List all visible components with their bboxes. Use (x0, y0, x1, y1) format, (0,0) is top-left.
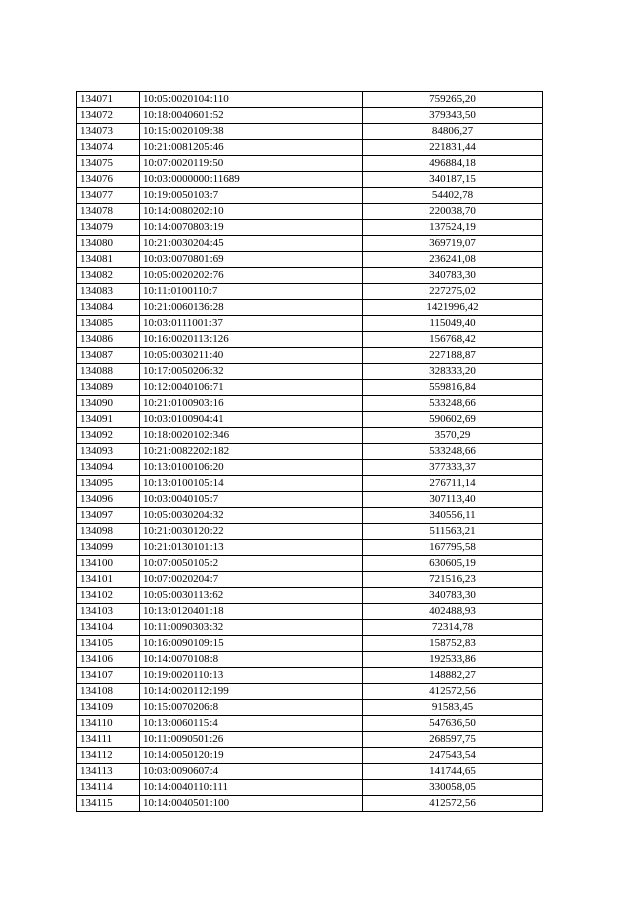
cadastral-code-cell: 10:07:0050105:2 (140, 556, 363, 572)
table-row (77, 748, 543, 764)
table-row (77, 92, 543, 108)
cadastral-code-cell: 10:15:0020109:38 (140, 124, 363, 140)
amount-cell: 137524,19 (363, 220, 543, 236)
cadastral-code-cell: 10:15:0070206:8 (140, 700, 363, 716)
record-id-cell: 134074 (77, 140, 140, 156)
cadastral-code-cell: 10:21:0060136:28 (140, 300, 363, 316)
record-id-cell: 134099 (77, 540, 140, 556)
table-row (77, 156, 543, 172)
record-id-cell: 134109 (77, 700, 140, 716)
amount-cell: 148882,27 (363, 668, 543, 684)
cadastral-code-cell: 10:12:0040106:71 (140, 380, 363, 396)
amount-cell: 1421996,42 (363, 300, 543, 316)
cadastral-code-cell: 10:17:0050206:32 (140, 364, 363, 380)
record-id-cell: 134085 (77, 316, 140, 332)
record-id-cell: 134076 (77, 172, 140, 188)
cadastral-code-cell: 10:14:0080202:10 (140, 204, 363, 220)
amount-cell: 156768,42 (363, 332, 543, 348)
table-row (77, 396, 543, 412)
table-row (77, 204, 543, 220)
amount-cell: 402488,93 (363, 604, 543, 620)
amount-cell: 268597,75 (363, 732, 543, 748)
table-row (77, 476, 543, 492)
amount-cell: 167795,58 (363, 540, 543, 556)
cadastral-code-cell: 10:05:0020202:76 (140, 268, 363, 284)
record-id-cell: 134083 (77, 284, 140, 300)
record-id-cell: 134092 (77, 428, 140, 444)
cadastral-code-cell: 10:13:0120401:18 (140, 604, 363, 620)
table-row (77, 140, 543, 156)
amount-cell: 759265,20 (363, 92, 543, 108)
cadastral-code-cell: 10:03:0070801:69 (140, 252, 363, 268)
record-id-cell: 134106 (77, 652, 140, 668)
amount-cell: 247543,54 (363, 748, 543, 764)
record-id-cell: 134072 (77, 108, 140, 124)
record-id-cell: 134105 (77, 636, 140, 652)
cadastral-code-cell: 10:14:0070108:8 (140, 652, 363, 668)
amount-cell: 340556,11 (363, 508, 543, 524)
table-row (77, 764, 543, 780)
cadastral-code-cell: 10:07:0020204:7 (140, 572, 363, 588)
cadastral-code-cell: 10:18:0040601:52 (140, 108, 363, 124)
cadastral-code-cell: 10:21:0130101:13 (140, 540, 363, 556)
cadastral-code-cell: 10:07:0020119:50 (140, 156, 363, 172)
table-row (77, 268, 543, 284)
record-id-cell: 134112 (77, 748, 140, 764)
amount-cell: 590602,69 (363, 412, 543, 428)
cadastral-code-cell: 10:11:0090501:26 (140, 732, 363, 748)
table-row (77, 380, 543, 396)
record-id-cell: 134101 (77, 572, 140, 588)
cadastral-code-cell: 10:19:0050103:7 (140, 188, 363, 204)
cadastral-code-cell: 10:21:0081205:46 (140, 140, 363, 156)
cadastral-code-cell: 10:16:0020113:126 (140, 332, 363, 348)
record-id-cell: 134103 (77, 604, 140, 620)
record-id-cell: 134113 (77, 764, 140, 780)
cadastral-code-cell: 10:14:0070803:19 (140, 220, 363, 236)
table-row (77, 508, 543, 524)
amount-cell: 192533,86 (363, 652, 543, 668)
amount-cell: 227188,87 (363, 348, 543, 364)
record-id-cell: 134100 (77, 556, 140, 572)
cadastral-code-cell: 10:05:0030204:32 (140, 508, 363, 524)
cadastral-code-cell: 10:21:0030204:45 (140, 236, 363, 252)
cadastral-code-cell: 10:21:0100903:16 (140, 396, 363, 412)
record-id-cell: 134104 (77, 620, 140, 636)
cadastral-code-cell: 10:19:0020110:13 (140, 668, 363, 684)
table-row (77, 412, 543, 428)
amount-cell: 307113,40 (363, 492, 543, 508)
amount-cell: 141744,65 (363, 764, 543, 780)
record-id-cell: 134090 (77, 396, 140, 412)
record-id-cell: 134086 (77, 332, 140, 348)
record-id-cell: 134095 (77, 476, 140, 492)
table-row (77, 524, 543, 540)
cadastral-code-cell: 10:13:0060115:4 (140, 716, 363, 732)
cadastral-code-cell: 10:03:0090607:4 (140, 764, 363, 780)
data-table (76, 91, 543, 812)
table-row (77, 700, 543, 716)
record-id-cell: 134110 (77, 716, 140, 732)
cadastral-code-cell: 10:03:0000000:11689 (140, 172, 363, 188)
table-row (77, 684, 543, 700)
table-row (77, 348, 543, 364)
record-id-cell: 134082 (77, 268, 140, 284)
table-row (77, 492, 543, 508)
table-row (77, 796, 543, 812)
table-row (77, 604, 543, 620)
amount-cell: 115049,40 (363, 316, 543, 332)
cadastral-code-cell: 10:03:0040105:7 (140, 492, 363, 508)
cadastral-code-cell: 10:13:0100105:14 (140, 476, 363, 492)
cadastral-code-cell: 10:16:0090109:15 (140, 636, 363, 652)
record-id-cell: 134115 (77, 796, 140, 812)
record-id-cell: 134096 (77, 492, 140, 508)
amount-cell: 533248,66 (363, 396, 543, 412)
cadastral-code-cell: 10:14:0020112:199 (140, 684, 363, 700)
cadastral-code-cell: 10:14:0040110:111 (140, 780, 363, 796)
amount-cell: 158752,83 (363, 636, 543, 652)
table-row (77, 588, 543, 604)
amount-cell: 236241,08 (363, 252, 543, 268)
cadastral-code-cell: 10:13:0100106:20 (140, 460, 363, 476)
record-id-cell: 134075 (77, 156, 140, 172)
amount-cell: 221831,44 (363, 140, 543, 156)
table-body (77, 92, 543, 812)
record-id-cell: 134094 (77, 460, 140, 476)
table-row (77, 780, 543, 796)
record-id-cell: 134111 (77, 732, 140, 748)
cadastral-code-cell: 10:11:0090303:32 (140, 620, 363, 636)
amount-cell: 547636,50 (363, 716, 543, 732)
record-id-cell: 134088 (77, 364, 140, 380)
amount-cell: 496884,18 (363, 156, 543, 172)
table-row (77, 652, 543, 668)
record-id-cell: 134084 (77, 300, 140, 316)
table-row (77, 300, 543, 316)
record-id-cell: 134087 (77, 348, 140, 364)
amount-cell: 511563,21 (363, 524, 543, 540)
amount-cell: 412572,56 (363, 684, 543, 700)
amount-cell: 72314,78 (363, 620, 543, 636)
amount-cell: 276711,14 (363, 476, 543, 492)
amount-cell: 340187,15 (363, 172, 543, 188)
table-row (77, 428, 543, 444)
table-row (77, 620, 543, 636)
record-id-cell: 134073 (77, 124, 140, 140)
record-id-cell: 134093 (77, 444, 140, 460)
table-row (77, 556, 543, 572)
cadastral-code-cell: 10:05:0030113:62 (140, 588, 363, 604)
table-row (77, 316, 543, 332)
record-id-cell: 134097 (77, 508, 140, 524)
amount-cell: 227275,02 (363, 284, 543, 300)
table-row (77, 124, 543, 140)
cadastral-code-cell: 10:03:0111001:37 (140, 316, 363, 332)
record-id-cell: 134077 (77, 188, 140, 204)
amount-cell: 340783,30 (363, 268, 543, 284)
record-id-cell: 134114 (77, 780, 140, 796)
table-row (77, 572, 543, 588)
amount-cell: 91583,45 (363, 700, 543, 716)
record-id-cell: 134078 (77, 204, 140, 220)
table-row (77, 364, 543, 380)
amount-cell: 84806,27 (363, 124, 543, 140)
table-row (77, 668, 543, 684)
amount-cell: 559816,84 (363, 380, 543, 396)
record-id-cell: 134108 (77, 684, 140, 700)
table-row (77, 636, 543, 652)
amount-cell: 328333,20 (363, 364, 543, 380)
record-id-cell: 134071 (77, 92, 140, 108)
cadastral-code-cell: 10:18:0020102:346 (140, 428, 363, 444)
record-id-cell: 134089 (77, 380, 140, 396)
table-row (77, 188, 543, 204)
amount-cell: 412572,56 (363, 796, 543, 812)
amount-cell: 54402,78 (363, 188, 543, 204)
table-row (77, 460, 543, 476)
cadastral-code-cell: 10:05:0020104:110 (140, 92, 363, 108)
cadastral-code-cell: 10:03:0100904:41 (140, 412, 363, 428)
record-id-cell: 134091 (77, 412, 140, 428)
amount-cell: 721516,23 (363, 572, 543, 588)
amount-cell: 330058,05 (363, 780, 543, 796)
record-id-cell: 134102 (77, 588, 140, 604)
table-row (77, 284, 543, 300)
table-row (77, 716, 543, 732)
record-id-cell: 134081 (77, 252, 140, 268)
table-row (77, 540, 543, 556)
record-id-cell: 134079 (77, 220, 140, 236)
record-id-cell: 134107 (77, 668, 140, 684)
amount-cell: 340783,30 (363, 588, 543, 604)
table-row (77, 220, 543, 236)
amount-cell: 3570,29 (363, 428, 543, 444)
amount-cell: 369719,07 (363, 236, 543, 252)
table-row (77, 108, 543, 124)
table-row (77, 444, 543, 460)
cadastral-code-cell: 10:14:0050120:19 (140, 748, 363, 764)
record-id-cell: 134080 (77, 236, 140, 252)
table-row (77, 332, 543, 348)
amount-cell: 379343,50 (363, 108, 543, 124)
table-row (77, 172, 543, 188)
record-id-cell: 134098 (77, 524, 140, 540)
cadastral-code-cell: 10:05:0030211:40 (140, 348, 363, 364)
cadastral-code-cell: 10:21:0030120:22 (140, 524, 363, 540)
amount-cell: 220038,70 (363, 204, 543, 220)
table-row (77, 252, 543, 268)
table-row (77, 732, 543, 748)
cadastral-code-cell: 10:11:0100110:7 (140, 284, 363, 300)
cadastral-code-cell: 10:21:0082202:182 (140, 444, 363, 460)
cadastral-code-cell: 10:14:0040501:100 (140, 796, 363, 812)
amount-cell: 377333,37 (363, 460, 543, 476)
amount-cell: 533248,66 (363, 444, 543, 460)
table-row (77, 236, 543, 252)
amount-cell: 630605,19 (363, 556, 543, 572)
